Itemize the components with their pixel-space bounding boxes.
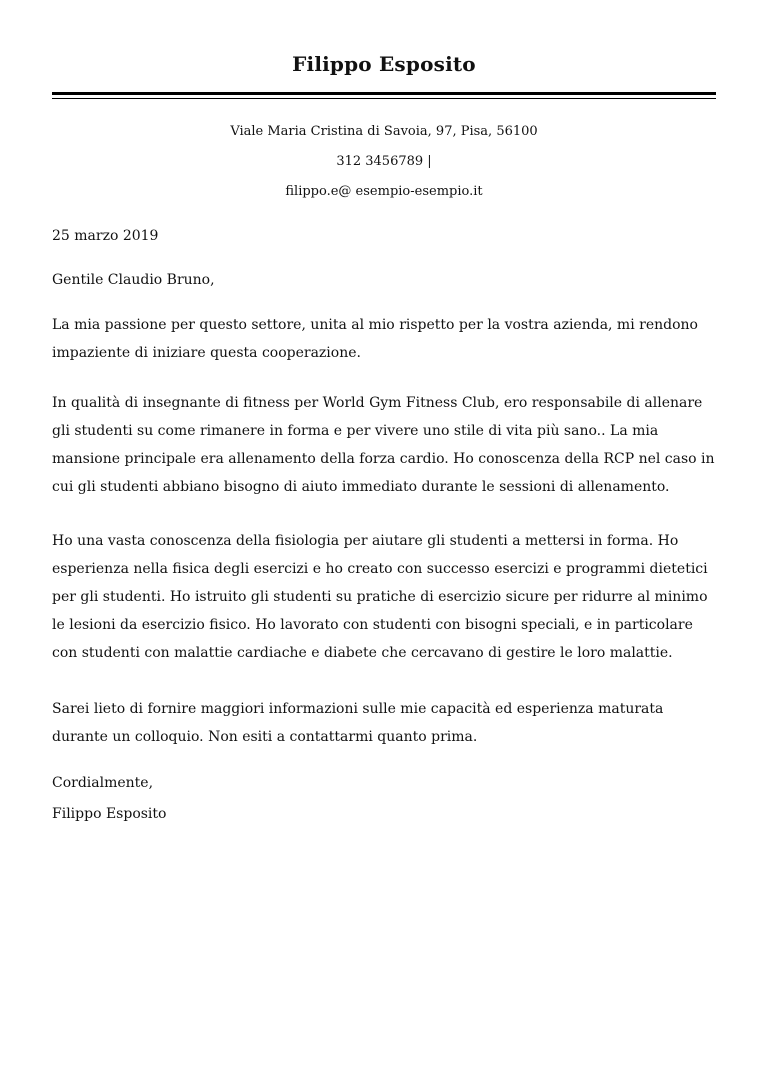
sender-address: Viale Maria Cristina di Savoia, 97, Pisa, 56100 bbox=[230, 124, 538, 139]
paragraph-4: Sarei lieto di fornire maggiori informazioni sulle mie capacità ed esperienza maturata durante un colloquio. Non esiti a contattarmi quanto prima. bbox=[52, 701, 664, 745]
letter-closing: Cordialmente, bbox=[52, 775, 154, 791]
header-divider bbox=[52, 92, 716, 99]
letter-signature: Filippo Esposito bbox=[52, 806, 167, 822]
paragraph-2: In qualità di insegnante di fitness per World Gym Fitness Club, ero responsabile di allenare gli studenti su come rimanere in forma e per vivere uno stile di vita più sano.. La mia mansione principale era allenamento della forza cardio. Ho conoscenza della RCP nel caso in cui gli studenti abbiano bisogno di aiuto immediato durante le sessioni di allenamento. bbox=[52, 395, 715, 495]
paragraph-3: Ho una vasta conoscenza della fisiologia per aiutare gli studenti a mettersi in forma. Ho esperienza nella fisica degli esercizi e ho creato con successo esercizi e programmi dietetici per gli studenti. Ho istruito gli studenti su pratiche di esercizio sicure per ridurre al minimo le lesioni da esercizio fisico. Ho lavorato con studenti con bisogni speciali, e in particolare con studenti con malattie cardiache e diabete che cercavano di gestire le loro malattie. bbox=[52, 533, 708, 661]
paragraph-1: La mia passione per questo settore, unita al mio rispetto per la vostra azienda, mi rendono impaziente di iniziare questa cooperazione. bbox=[52, 317, 698, 361]
letter-salutation: Gentile Claudio Bruno, bbox=[52, 272, 215, 288]
sender-name: Filippo Esposito bbox=[292, 52, 476, 76]
letter-date: 25 marzo 2019 bbox=[52, 228, 159, 244]
sender-phone: 312 3456789 | bbox=[336, 154, 432, 169]
sender-email: filippo.e@ esempio-esempio.it bbox=[285, 184, 483, 199]
